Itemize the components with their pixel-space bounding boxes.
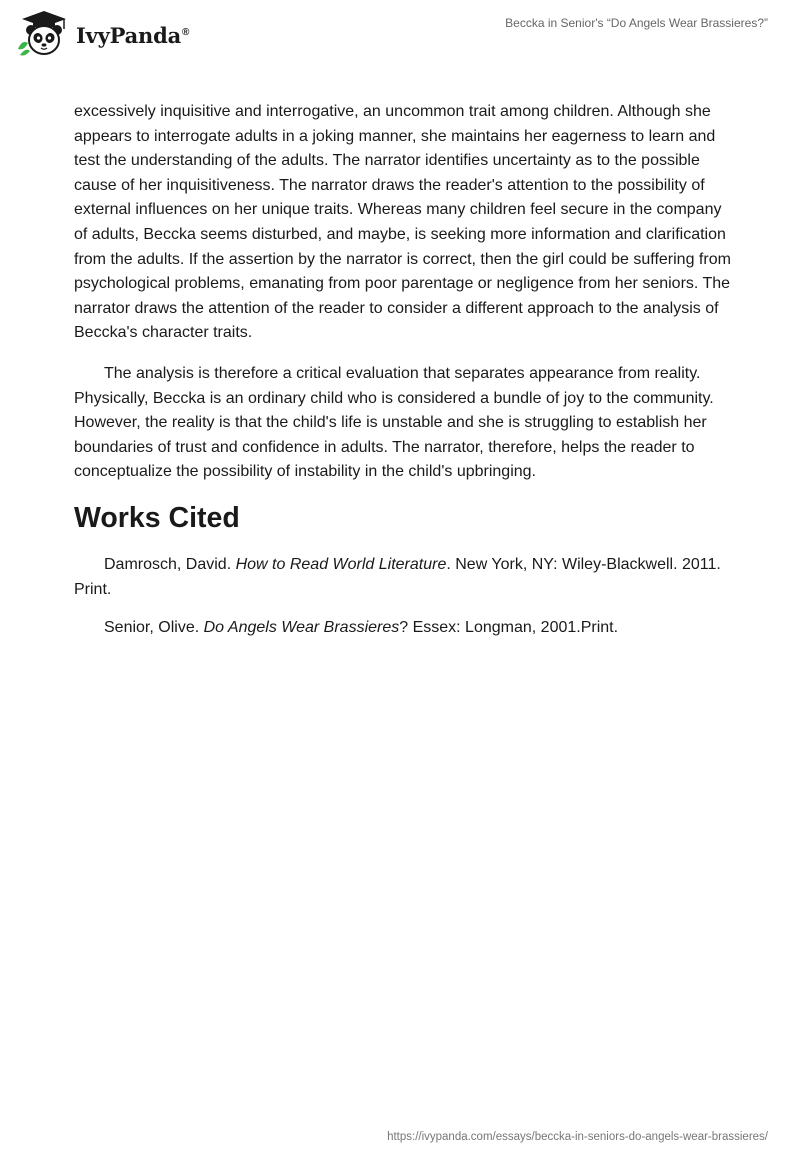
body-paragraph: excessively inquisitive and interrogative, an uncommon trait among children. Although she appears to interrogate adults in a joking manner, she maintains her eagerness to learn and test the understanding of the adults. The narrator identifies uncertainty as to the possible cause of her inquisitiveness. The narrator draws the reader's attention to the possibility of external influences on her unique traits. Whereas many children feel secure in the company of adults, Beccka seems disturbed, and maybe, is seeking more information and clarification from the adults. If the assertion by the narrator is correct, then the girl could be suffering from psychological problems, emanating from poor parentage or negligence from her seniors. The narrator draws the attention of the reader to consider a different approach to the analysis of Beccka's character traits.: [74, 103, 731, 342]
citation-publication: . New York, NY: Wiley-Blackwell. 2011. Print.: [74, 555, 721, 598]
citation-title: How to Read World Literature: [235, 555, 447, 573]
logo-text: IvyPanda®: [76, 22, 190, 48]
citation-entry: [74, 616, 734, 641]
source-url-link[interactable]: https://ivypanda.com/essays/beccka-in-seniors-do-angels-wear-brassieres/: [387, 1131, 768, 1143]
citation-title: Do Angels Wear Brassieres: [203, 619, 400, 637]
body-paragraph: The analysis is therefore a critical evaluation that separates appearance from reality. Physically, Beccka is an ordinary child who is considered a bundle of joy to the community. However, the reality is that the child's life is unstable and she is struggling to establish her boundaries of trust and confidence in adults. The narrator, therefore, helps the reader to conceptualize the possibility of instability in the child's upbringing.: [74, 364, 714, 481]
citation-author: Senior, Olive.: [104, 619, 204, 637]
page-header: [0, 0, 800, 66]
citation-publication: ? Essex: Longman, 2001.Print.: [399, 619, 619, 637]
ivypanda-logo[interactable]: [14, 9, 189, 57]
citation-author: Damrosch, David.: [104, 555, 236, 573]
panda-graduate-icon: [14, 9, 74, 57]
document-title: Beccka in Senior's “Do Angels Wear Brassieres?”: [505, 16, 768, 30]
essay-content: [74, 100, 734, 655]
works-cited-heading: Works Cited: [74, 501, 240, 534]
citation-entry: [74, 553, 734, 602]
registered-mark: ®: [182, 26, 190, 38]
